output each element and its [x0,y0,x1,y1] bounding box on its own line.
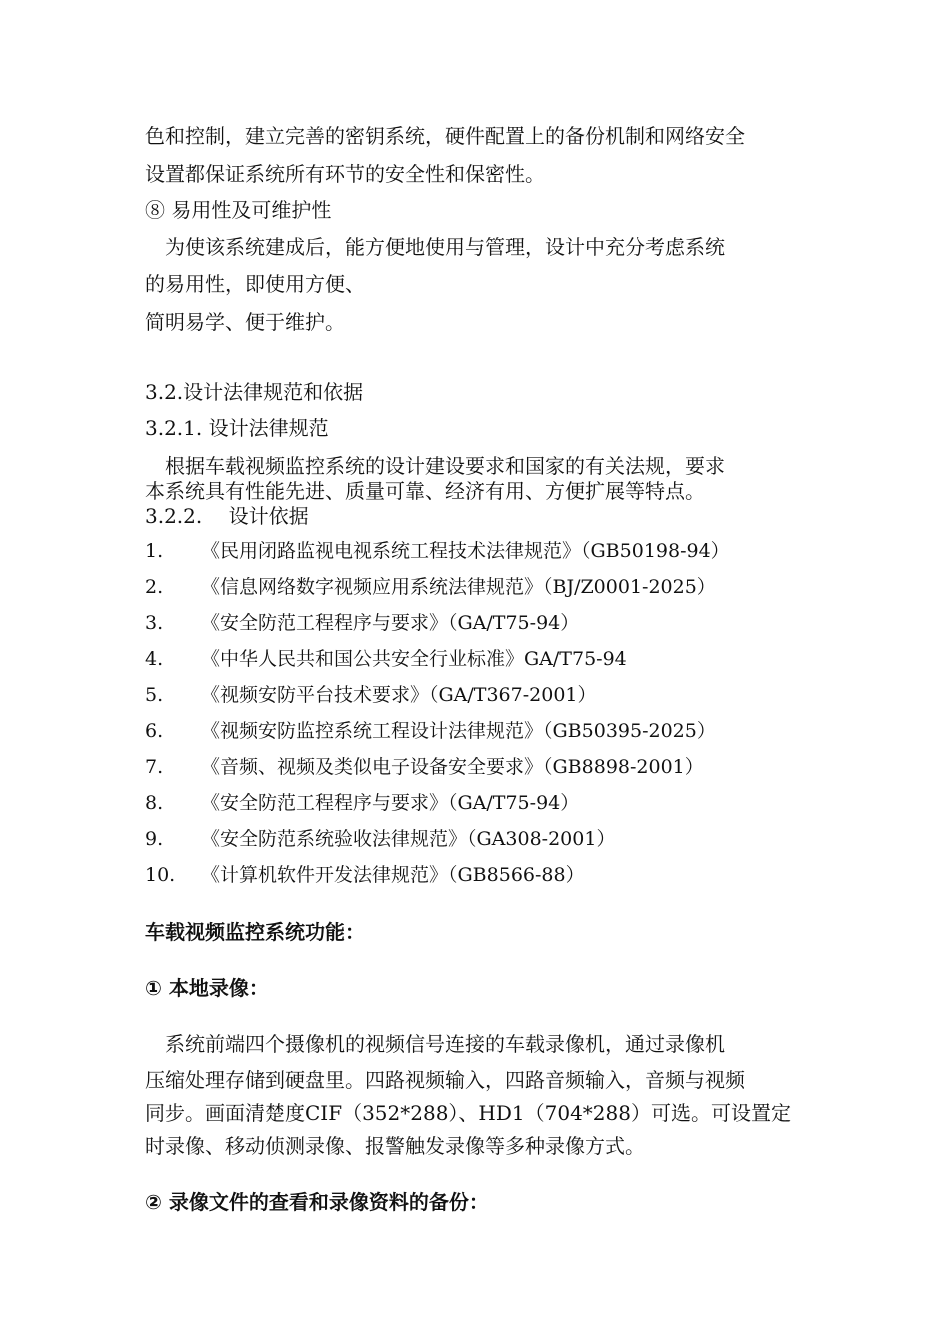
usability-para-line-2: 的易用性，即使用方便、 [145,272,365,296]
standard-text: 《中华人民共和国公共安全行业标准》GA/T75-94 [201,648,627,670]
function-1-line-2: 压缩处理存储到硬盘里。四路视频输入，四路音频输入，音频与视频 [145,1068,745,1092]
standard-number: 1. [145,540,164,562]
standard-number: 2. [145,576,164,598]
standard-number: 4. [145,648,164,670]
standard-text: 《视频安防监控系统工程设计法律规范》（GB50395-2025） [201,720,716,742]
intro-line-1: 色和控制，建立完善的密钥系统，硬件配置上的备份机制和网络安全 [145,124,745,148]
standard-text: 《计算机软件开发法律规范》（GB8566-88） [201,864,585,886]
standard-number: 6. [145,720,164,742]
standard-number: 10. [145,864,176,886]
standard-text: 《民用闭路监视电视系统工程技术法律规范》（GB50198-94） [201,540,730,562]
section-3-2-2-heading: 3.2.2. 设计依据 [145,504,309,528]
section-3-2-1-heading: 3.2.1. 设计法律规范 [145,416,329,440]
standard-text: 《信息网络数字视频应用系统法律规范》（BJ/Z0001-2025） [201,576,716,598]
function-1-line-4: 时录像、移动侦测录像、报警触发录像等多种录像方式。 [145,1134,645,1158]
standard-number: 3. [145,612,164,634]
standard-number: 8. [145,792,164,814]
standard-number: 7. [145,756,164,778]
section-3-2-heading: 3.2.设计法律规范和依据 [145,380,364,404]
function-1-heading: ① 本地录像： [145,976,269,1000]
function-1-line-3: 同步。画面清楚度CIF（352*288）、HD1（704*288）可选。可设置定 [145,1101,791,1125]
usability-para-line-1: 为使该系统建成后，能方便地使用与管理，设计中充分考虑系统 [145,235,725,259]
regulation-para-line-2: 本系统具有性能先进、质量可靠、经济有用、方便扩展等特点。 [145,479,705,503]
regulation-para-line-1: 根据车载视频监控系统的设计建设要求和国家的有关法规，要求 [145,454,725,478]
standard-text: 《安全防范工程程序与要求》（GA/T75-94） [201,612,580,634]
usability-para-line-3: 简明易学、便于维护。 [145,310,345,334]
standard-text: 《安全防范系统验收法律规范》（GA308-2001） [201,828,616,850]
standard-text: 《视频安防平台技术要求》（GA/T367-2001） [201,684,597,706]
function-1-line-1: 系统前端四个摄像机的视频信号连接的车载录像机，通过录像机 [145,1032,725,1056]
function-2-heading: ② 录像文件的查看和录像资料的备份： [145,1190,489,1214]
functions-heading: 车载视频监控系统功能： [145,920,365,944]
intro-line-2: 设置都保证系统所有环节的安全性和保密性。 [145,162,545,186]
standard-text: 《音频、视频及类似电子设备安全要求》（GB8898-2001） [201,756,704,778]
standard-text: 《安全防范工程程序与要求》（GA/T75-94） [201,792,580,814]
item-8-heading: ⑧ 易用性及可维护性 [145,198,332,222]
standard-number: 5. [145,684,164,706]
standard-number: 9. [145,828,164,850]
